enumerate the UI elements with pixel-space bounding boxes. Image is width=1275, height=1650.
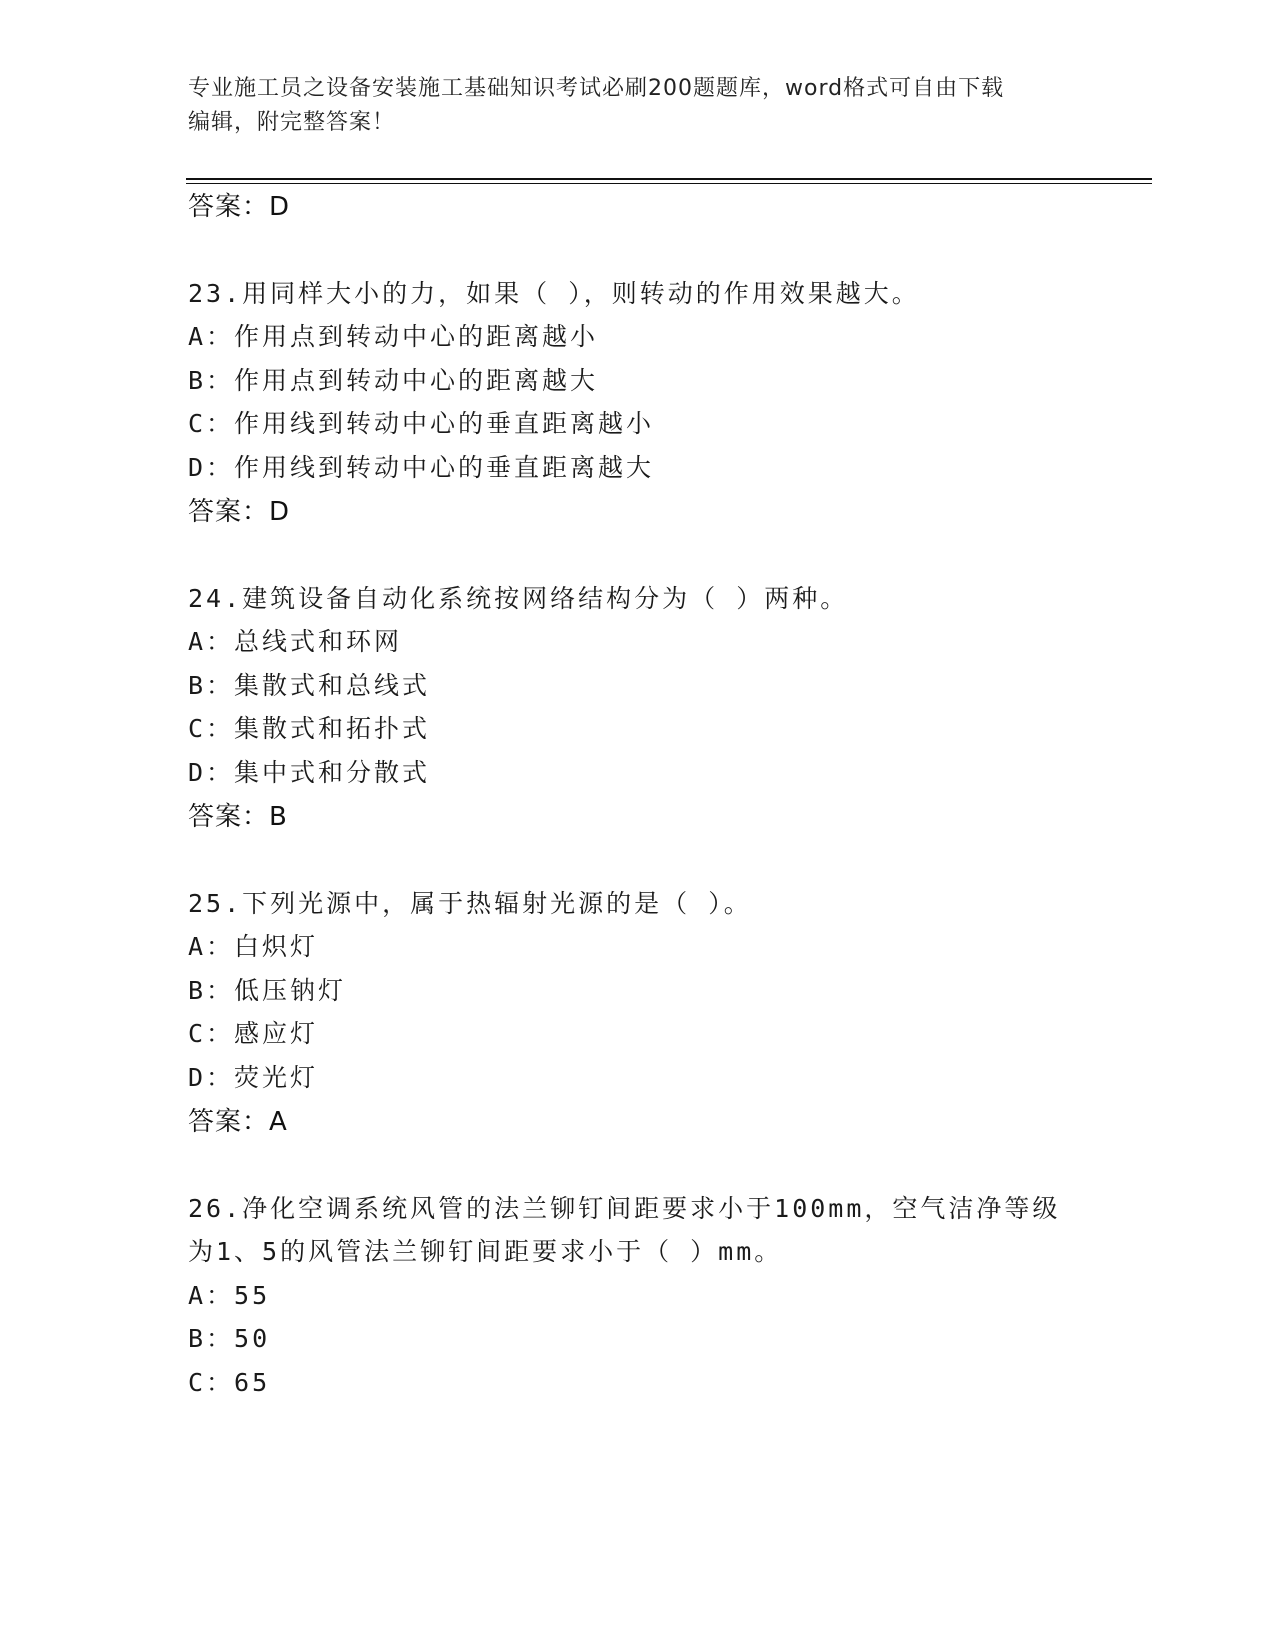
question-24-option-b: B：集散式和总线式 (188, 671, 431, 700)
question-23-option-a: A：作用点到转动中心的距离越小 (188, 322, 599, 351)
question-25-answer: 答案：A (188, 1107, 288, 1137)
question-24-option-d: D：集中式和分散式 (188, 758, 431, 787)
header-line-1: 专业施工员之设备安装施工基础知识考试必刷200题题库，word格式可自由下载 (188, 76, 1005, 101)
question-25-stem: 25.下列光源中，属于热辐射光源的是（ ）。 (188, 889, 752, 918)
question-23-option-c: C：作用线到转动中心的垂直距离越小 (188, 409, 655, 438)
previous-answer: 答案：D (188, 192, 291, 222)
question-26-option-b: B：50 (188, 1324, 271, 1353)
question-25-option-b: B：低压钠灯 (188, 976, 347, 1005)
question-24-option-a: A：总线式和环网 (188, 627, 403, 656)
question-24-option-c: C：集散式和拓扑式 (188, 714, 431, 743)
question-24-stem: 24.建筑设备自动化系统按网络结构分为（ ）两种。 (188, 584, 849, 613)
question-23-answer: 答案：D (188, 497, 291, 527)
header-divider-thin (186, 183, 1152, 184)
question-26-stem-line-2: 为1、5的风管法兰铆钉间距要求小于（ ）mm。 (188, 1237, 783, 1266)
header-line-2: 编辑，附完整答案！ (188, 110, 396, 135)
question-26-stem-line-1: 26.净化空调系统风管的法兰铆钉间距要求小于100mm，空气洁净等级 (188, 1194, 1061, 1223)
question-26-option-c: C：65 (188, 1368, 271, 1397)
question-23-stem: 23.用同样大小的力，如果（ ），则转动的作用效果越大。 (188, 279, 920, 308)
question-23-option-d: D：作用线到转动中心的垂直距离越大 (188, 453, 655, 482)
page-header (188, 72, 1068, 140)
question-25-option-d: D：荧光灯 (188, 1063, 319, 1092)
question-26-option-a: A：55 (188, 1281, 271, 1310)
question-23-option-b: B：作用点到转动中心的距离越大 (188, 366, 599, 395)
question-25-option-c: C：感应灯 (188, 1019, 319, 1048)
question-24-answer: 答案：B (188, 802, 288, 832)
header-divider-thick (186, 178, 1152, 180)
question-25-option-a: A：白炽灯 (188, 932, 319, 961)
